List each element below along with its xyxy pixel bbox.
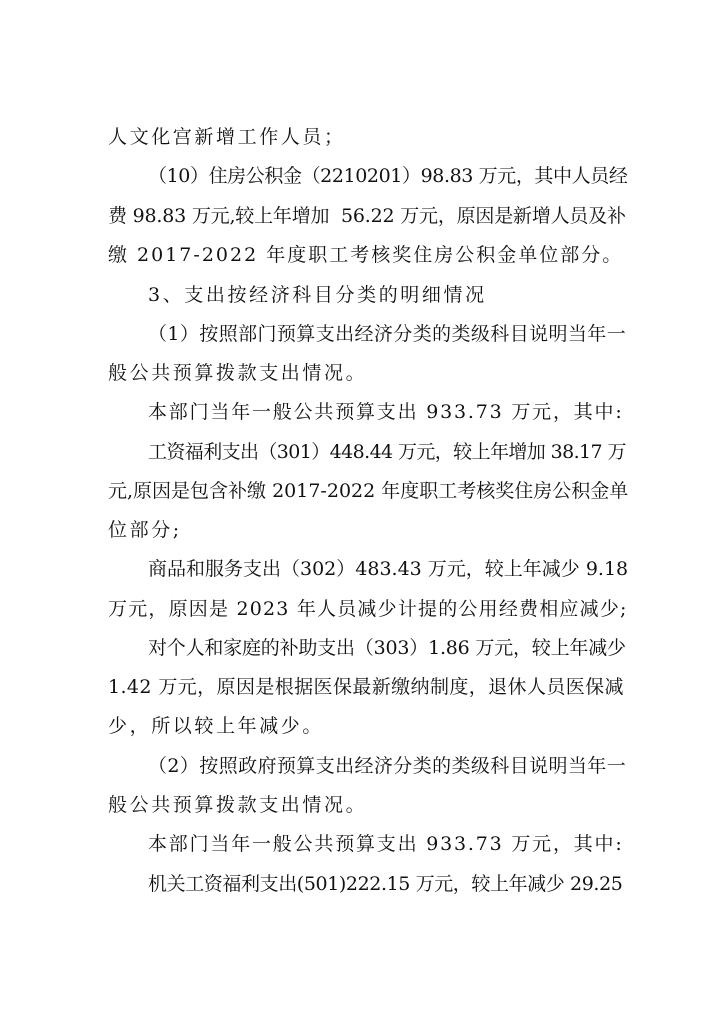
- text-line: 般公共预算拨款支出情况。: [108, 362, 368, 384]
- text-line: 般公共预算拨款支出情况。: [108, 794, 368, 816]
- text-line: 少，所以较上年减少。: [108, 715, 325, 737]
- text-line: （10）住房公积金（2210201）98.83 万元，其中人员经: [148, 165, 628, 187]
- text-line: 工资福利支出（301）448.44 万元，较上年增加 38.17 万: [148, 441, 626, 463]
- text-line: 人文化宫新增工作人员；: [108, 126, 346, 148]
- text-line: 元,原因是包含补缴 2017-2022 年度职工考核奖住房公积金单: [108, 480, 629, 502]
- text-line: 本部门当年一般公共预算支出 933.73 万元，其中:: [148, 833, 624, 855]
- section-heading: 3、支出按经济科目分类的明细情况: [148, 284, 487, 306]
- text-line: 本部门当年一般公共预算支出 933.73 万元，其中:: [148, 401, 624, 423]
- text-line: （1）按照部门预算支出经济分类的类级科目说明当年一: [148, 323, 627, 345]
- text-line: 费 98.83 万元,较上年增加 56.22 万元，原因是新增人员及补: [108, 205, 626, 227]
- text-line: （2）按照政府预算支出经济分类的类级科目说明当年一: [148, 755, 627, 777]
- text-line: 对个人和家庭的补助支出（303）1.86 万元，较上年减少: [148, 637, 626, 659]
- text-line: 万元，原因是 2023 年人员减少计提的公用经费相应减少;: [108, 598, 628, 620]
- text-line: 位部分;: [108, 519, 182, 541]
- text-line: 缴 2017-2022 年度职工考核奖住房公积金单位部分。: [108, 244, 624, 266]
- text-line: 商品和服务支出（302）483.43 万元，较上年减少 9.18: [148, 558, 629, 580]
- text-line: 1.42 万元，原因是根据医保最新缴纳制度，退休人员医保减: [108, 676, 624, 698]
- text-line: 机关工资福利支出(501)222.15 万元，较上年减少 29.25: [148, 873, 623, 895]
